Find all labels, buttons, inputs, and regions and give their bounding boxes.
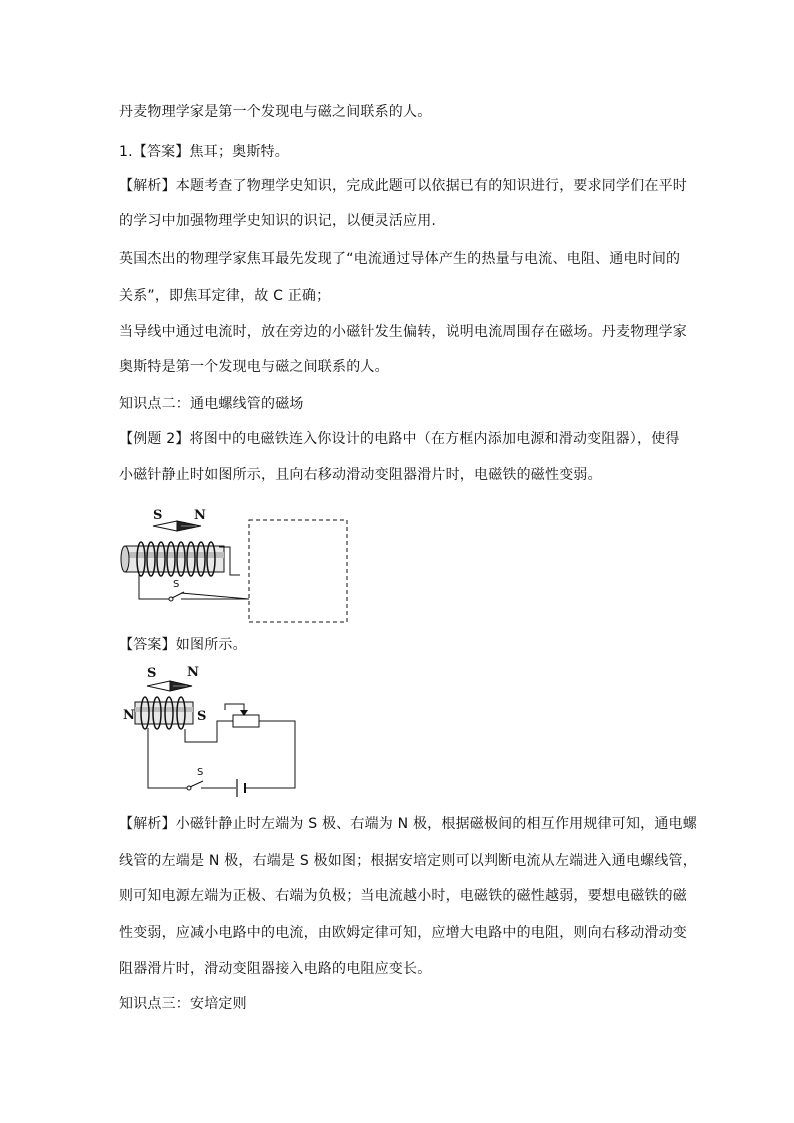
needle-north-label: N xyxy=(187,665,199,680)
analysis-line: 奥斯特是第一个发现电与磁之间联系的人。 xyxy=(119,359,389,375)
figure-electromagnet-question xyxy=(115,505,355,625)
analysis-line: 阻器滑片时，滑动变阻器接入电路的电阻应变长。 xyxy=(119,961,432,977)
answer-line: 【答案】如图所示。 xyxy=(119,637,247,653)
wires xyxy=(148,721,295,788)
figure-electromagnet-answer xyxy=(115,660,305,795)
analysis-line: 线管的左端是 N 极，右端是 S 极如图；根据安培定则可以判断电流从左端进入通电螺线管， xyxy=(119,853,697,869)
coil-north-label: N xyxy=(123,708,135,723)
section-heading: 知识点三：安培定则 xyxy=(119,996,247,1012)
compass-needle xyxy=(147,681,192,691)
switch-label: S xyxy=(197,767,204,778)
example-line: 【例题 2】将图中的电磁铁连入你设计的电路中（在方框内添加电源和滑动变阻器），使得 xyxy=(119,431,680,447)
text-line: 丹麦物理学家是第一个发现电与磁之间联系的人。 xyxy=(119,104,432,120)
battery xyxy=(237,779,245,797)
analysis-line: 则可知电源左端为正极、右端为负极；当电流越小时，电磁铁的磁性越弱，要想电磁铁的磁 xyxy=(119,888,687,904)
dashed-box xyxy=(249,520,347,622)
answer-line: 1.【答案】焦耳；奥斯特。 xyxy=(119,144,289,160)
rheostat xyxy=(225,704,259,727)
analysis-line: 【解析】小磁针静止时左端为 S 极、右端为 N 极，根据磁极间的相互作用规律可知，通电螺 xyxy=(119,816,697,832)
example-line: 小磁针静止时如图所示，且向右移动滑动变阻器滑片时，电磁铁的磁性变弱。 xyxy=(119,467,602,483)
analysis-line: 英国杰出的物理学家焦耳最先发现了“电流通过导体产生的热量与电流、电阻、通电时间的 xyxy=(119,251,681,267)
analysis-line: 关系”，即焦耳定律，故 C 正确； xyxy=(119,288,331,304)
analysis-line: 的学习中加强物理学史知识的识记，以便灵活应用. xyxy=(119,213,437,229)
needle-south-label: S xyxy=(147,666,157,681)
needle-north-label: N xyxy=(194,508,206,523)
analysis-line: 性变弱，应减小电路中的电流，由欧姆定律可知，应增大电路中的电阻，则向右移动滑动变 xyxy=(119,925,687,941)
section-heading: 知识点二：通电螺线管的磁场 xyxy=(119,396,304,412)
switch xyxy=(187,767,203,790)
needle-south-label: S xyxy=(153,508,163,523)
coil-south-label: S xyxy=(197,709,207,724)
analysis-line: 【解析】本题考查了物理学史知识，完成此题可以依据已有的知识进行，要求同学们在平时 xyxy=(119,178,687,194)
switch-label: S xyxy=(173,579,180,590)
switch xyxy=(169,579,184,601)
analysis-line: 当导线中通过电流时，放在旁边的小磁针发生偏转，说明电流周围存在磁场。丹麦物理学家 xyxy=(119,324,687,340)
